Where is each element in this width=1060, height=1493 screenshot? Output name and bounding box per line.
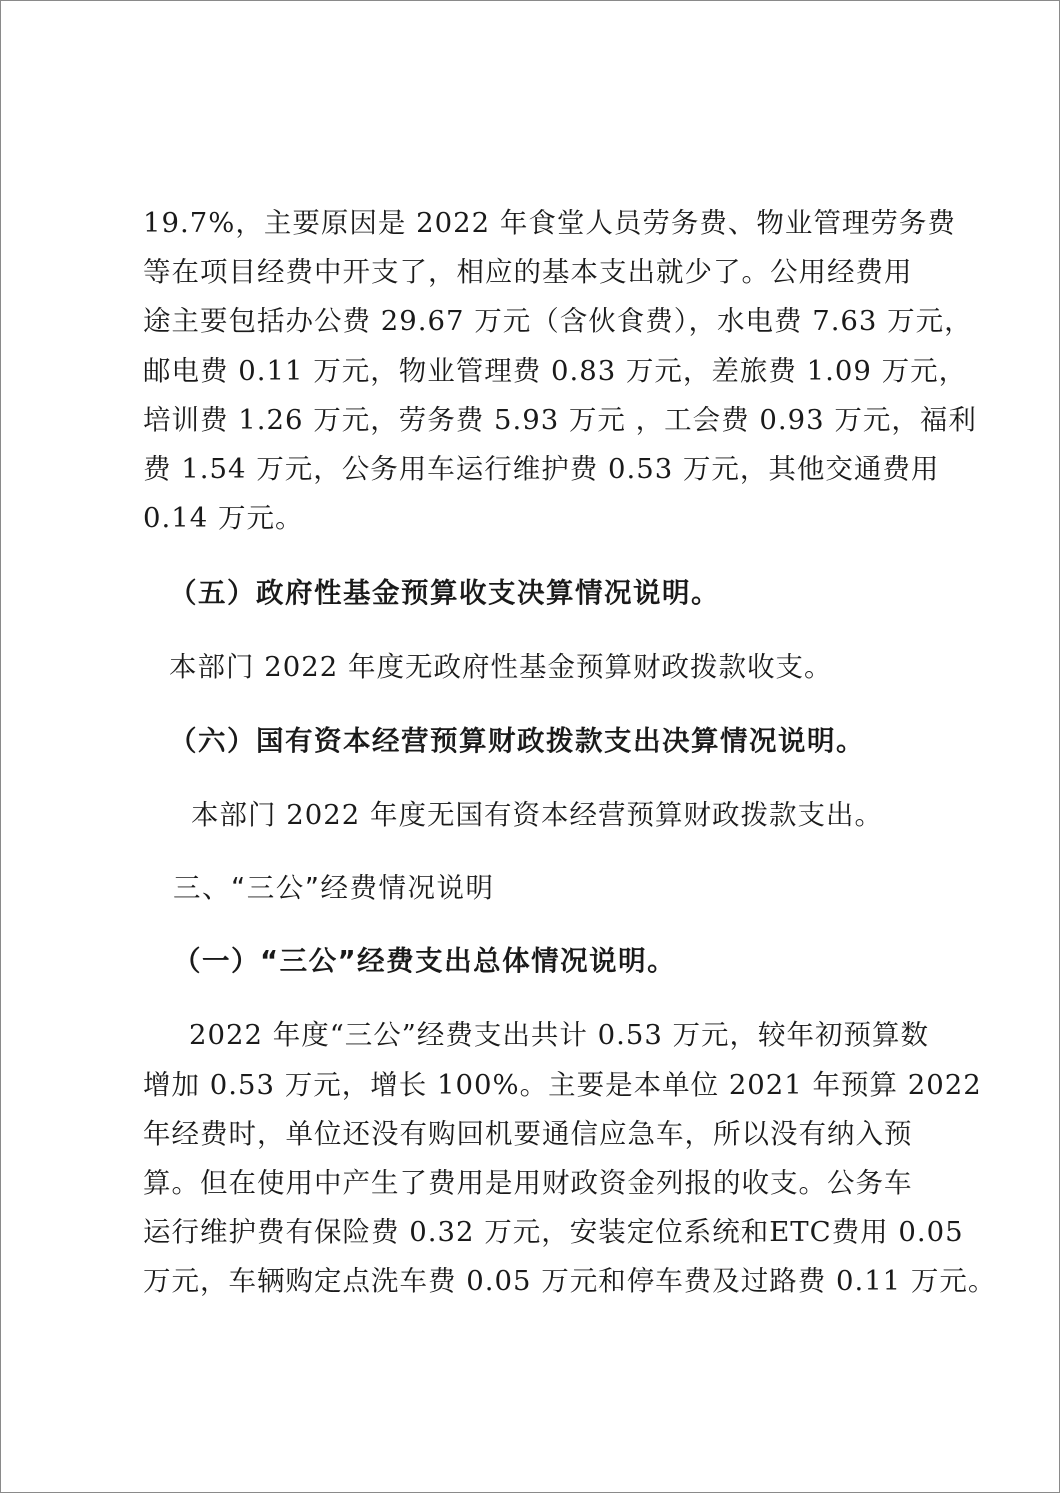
paragraph-line: 邮电费 0.11 万元，物业管理费 0.83 万元，差旅费 1.09 万元， <box>143 355 968 387</box>
paragraph-line: 途主要包括办公费 29.67 万元（含伙食费），水电费 7.63 万元， <box>143 305 973 337</box>
paragraph-line: 算。但在使用中产生了费用是用财政资金列报的收支。公务车 <box>143 1167 913 1199</box>
section-heading-6: （六）国有资本经营预算财政拨款支出决算情况说明。 <box>169 725 865 757</box>
subsection-heading: （一）“三公”经费支出总体情况说明。 <box>173 945 677 977</box>
paragraph-line: 年经费时，单位还没有购回机要通信应急车，所以没有纳入预 <box>143 1118 913 1150</box>
section-text-6: 本部门 2022 年度无国有资本经营预算财政拨款支出。 <box>191 799 883 831</box>
chapter-heading: 三、“三公”经费情况说明 <box>173 872 495 904</box>
section-heading-5: （五）政府性基金预算收支决算情况说明。 <box>169 577 720 609</box>
paragraph-line: 等在项目经费中开支了，相应的基本支出就少了。公用经费用 <box>143 256 913 288</box>
paragraph-line: 运行维护费有保险费 0.32 万元，安装定位系统和ETC费用 0.05 <box>143 1216 964 1248</box>
paragraph-line: 19.7%，主要原因是 2022 年食堂人员劳务费、物业管理劳务费 <box>143 207 956 239</box>
section-text-5: 本部门 2022 年度无政府性基金预算财政拨款收支。 <box>169 651 833 683</box>
paragraph-line: 2022 年度“三公”经费支出共计 0.53 万元，较年初预算数 <box>189 1019 930 1051</box>
paragraph-line: 费 1.54 万元，公务用车运行维护费 0.53 万元，其他交通费用 <box>143 453 940 485</box>
paragraph-line: 增加 0.53 万元，增长 100%。主要是本单位 2021 年预算 2022 <box>143 1069 982 1101</box>
paragraph-line: 培训费 1.26 万元，劳务费 5.93 万元 ，工会费 0.93 万元，福利 <box>143 404 977 436</box>
paragraph-line: 0.14 万元。 <box>143 502 304 534</box>
paragraph-line: 万元，车辆购定点洗车费 0.05 万元和停车费及过路费 0.11 万元。 <box>143 1265 997 1297</box>
